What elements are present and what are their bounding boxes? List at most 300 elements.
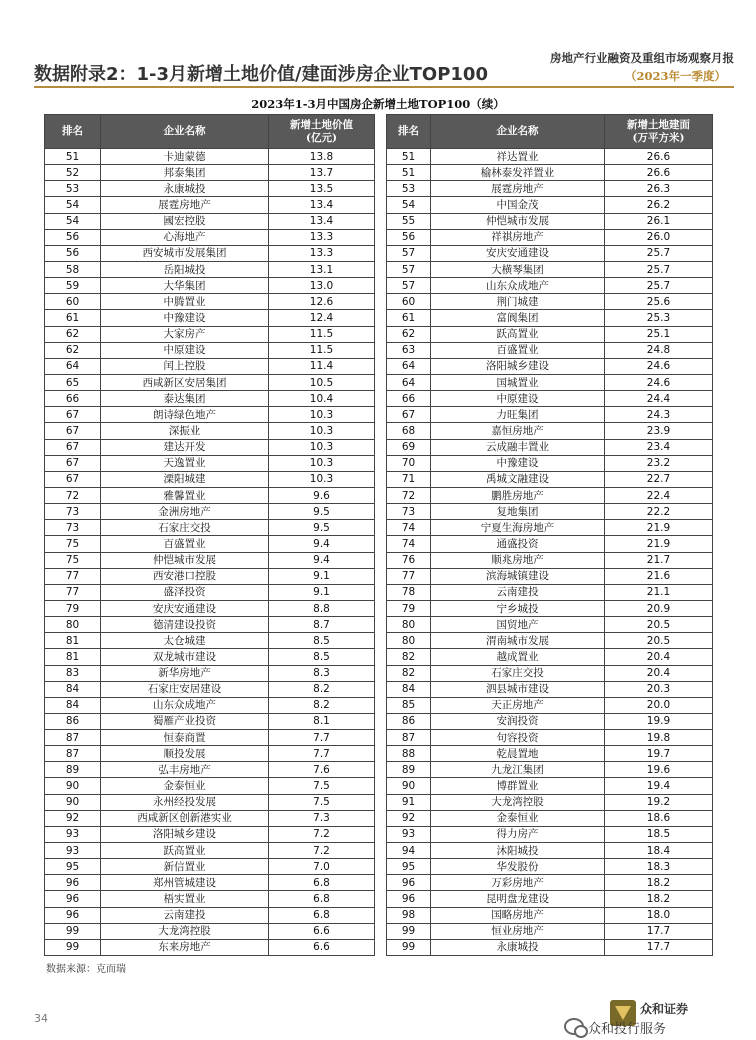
- table-row: [45, 536, 375, 552]
- table-row: [387, 826, 713, 842]
- table-row: [387, 391, 713, 407]
- table-row: [387, 649, 713, 665]
- rank-cell: 63: [387, 342, 431, 358]
- value-cell: 10.5: [269, 374, 375, 390]
- land-value-table-body: [45, 149, 375, 956]
- rank-cell: 64: [387, 358, 431, 374]
- table-row: [45, 730, 375, 746]
- rank-cell: 90: [387, 778, 431, 794]
- rank-cell: 94: [387, 843, 431, 859]
- rank-cell: 99: [387, 923, 431, 939]
- company-cell: 复地集团: [431, 504, 605, 520]
- company-cell: 弘丰房地产: [101, 762, 269, 778]
- value-cell: 26.6: [605, 149, 713, 165]
- table-row: [387, 600, 713, 616]
- value-cell: 26.1: [605, 213, 713, 229]
- rank-cell: 93: [387, 826, 431, 842]
- company-cell: 泗县城市建设: [431, 681, 605, 697]
- table-row: [387, 907, 713, 923]
- company-cell: 祥达置业: [431, 149, 605, 165]
- table-row: [387, 455, 713, 471]
- company-cell: 博群置业: [431, 778, 605, 794]
- value-cell: 8.7: [269, 617, 375, 633]
- table-row: [387, 939, 713, 955]
- company-cell: 顺兆房地产: [431, 552, 605, 568]
- table-row: [45, 439, 375, 455]
- company-cell: 西安城市发展集团: [101, 245, 269, 261]
- rank-cell: 55: [387, 213, 431, 229]
- rank-cell: 71: [387, 471, 431, 487]
- rank-cell: 51: [45, 149, 101, 165]
- page-title: 数据附录2：1-3月新增土地价值/建面涉房企业TOP100: [34, 64, 488, 85]
- table-row: [387, 439, 713, 455]
- rank-cell: 90: [45, 778, 101, 794]
- rank-cell: 84: [45, 697, 101, 713]
- value-cell: 8.5: [269, 633, 375, 649]
- rank-header: 排名: [387, 115, 431, 149]
- table-row: [387, 358, 713, 374]
- table-row: [45, 778, 375, 794]
- value-cell: 21.7: [605, 552, 713, 568]
- table-row: [387, 471, 713, 487]
- value-cell: 8.2: [269, 697, 375, 713]
- table-row: [45, 907, 375, 923]
- company-cell: 中腾置业: [101, 294, 269, 310]
- value-cell: 20.5: [605, 633, 713, 649]
- value-cell: 23.2: [605, 455, 713, 471]
- table-row: [45, 149, 375, 165]
- table-row: [387, 197, 713, 213]
- land-area-table: [386, 114, 713, 956]
- table-row: [45, 423, 375, 439]
- table-row: [387, 149, 713, 165]
- company-cell: 沐阳城投: [431, 843, 605, 859]
- table-row: [387, 697, 713, 713]
- value-cell: 11.4: [269, 358, 375, 374]
- value-cell: 6.8: [269, 907, 375, 923]
- rank-cell: 88: [387, 746, 431, 762]
- rank-cell: 74: [387, 520, 431, 536]
- rank-cell: 62: [45, 342, 101, 358]
- company-cell: 国贸地产: [431, 617, 605, 633]
- rank-cell: 90: [45, 794, 101, 810]
- rank-cell: 89: [45, 762, 101, 778]
- rank-cell: 64: [387, 374, 431, 390]
- table-row: [45, 826, 375, 842]
- company-cell: 岳阳城投: [101, 261, 269, 277]
- value-cell: 17.7: [605, 923, 713, 939]
- value-cell: 19.4: [605, 778, 713, 794]
- table-row: [45, 762, 375, 778]
- company-cell: 德清建设投资: [101, 617, 269, 633]
- company-cell: 新华房地产: [101, 665, 269, 681]
- table-row: [45, 374, 375, 390]
- table-row: [45, 891, 375, 907]
- value-cell: 7.0: [269, 859, 375, 875]
- value-cell: 10.3: [269, 407, 375, 423]
- company-cell: 榆林泰发祥置业: [431, 165, 605, 181]
- value-cell: 25.7: [605, 278, 713, 294]
- company-cell: 泰达集团: [101, 391, 269, 407]
- rank-cell: 67: [45, 455, 101, 471]
- company-cell: 滨海城镇建设: [431, 568, 605, 584]
- rank-cell: 72: [387, 487, 431, 503]
- company-cell: 大家房产: [101, 326, 269, 342]
- table-row: [45, 471, 375, 487]
- land-value-header: [269, 115, 375, 149]
- table-row: [45, 697, 375, 713]
- table-caption: 2023年1-3月中国房企新增土地TOP100（续）: [251, 97, 505, 111]
- company-cell: 新信置业: [101, 859, 269, 875]
- rank-cell: 86: [387, 713, 431, 729]
- table-row: [387, 730, 713, 746]
- company-cell: 西咸新区安居集团: [101, 374, 269, 390]
- value-cell: 9.5: [269, 504, 375, 520]
- value-cell: 8.8: [269, 600, 375, 616]
- rank-header: 排名: [45, 115, 101, 149]
- company-cell: 百盛置业: [431, 342, 605, 358]
- company-cell: 句容投资: [431, 730, 605, 746]
- table-row: [45, 310, 375, 326]
- value-cell: 13.8: [269, 149, 375, 165]
- value-cell: 13.5: [269, 181, 375, 197]
- company-cell: 越成置业: [431, 649, 605, 665]
- company-cell: 宁乡城投: [431, 600, 605, 616]
- rank-cell: 79: [387, 600, 431, 616]
- rank-cell: 98: [387, 907, 431, 923]
- value-cell: 18.4: [605, 843, 713, 859]
- value-cell: 24.6: [605, 358, 713, 374]
- company-cell: 大龙湾控股: [101, 923, 269, 939]
- company-cell: 安润投资: [431, 713, 605, 729]
- value-cell: 26.2: [605, 197, 713, 213]
- table-row: [387, 504, 713, 520]
- value-cell: 10.3: [269, 471, 375, 487]
- rank-cell: 53: [45, 181, 101, 197]
- value-cell: 10.4: [269, 391, 375, 407]
- company-cell: 祥祺房地产: [431, 229, 605, 245]
- report-name: 房地产行业融资及重组市场观察月报: [550, 51, 734, 65]
- rank-cell: 95: [387, 859, 431, 875]
- table-row: [387, 213, 713, 229]
- table-row: [45, 455, 375, 471]
- rank-cell: 93: [45, 826, 101, 842]
- rank-cell: 64: [45, 358, 101, 374]
- table-row: [387, 794, 713, 810]
- value-cell: 18.2: [605, 891, 713, 907]
- table-row: [387, 181, 713, 197]
- table-row: [387, 310, 713, 326]
- table-row: [387, 681, 713, 697]
- value-cell: 11.5: [269, 326, 375, 342]
- rank-cell: 80: [387, 633, 431, 649]
- rank-cell: 85: [387, 697, 431, 713]
- table-row: [45, 358, 375, 374]
- table-row: [45, 504, 375, 520]
- company-header: 企业名称: [101, 115, 269, 149]
- value-cell: 8.3: [269, 665, 375, 681]
- table-row: [45, 859, 375, 875]
- rank-cell: 73: [387, 504, 431, 520]
- value-cell: 12.4: [269, 310, 375, 326]
- table-row: [45, 665, 375, 681]
- company-cell: 乾晨置地: [431, 746, 605, 762]
- table-row: [45, 213, 375, 229]
- value-cell: 7.2: [269, 826, 375, 842]
- table-row: [45, 326, 375, 342]
- report-period: （2023年一季度）: [624, 69, 726, 83]
- value-cell: 7.7: [269, 746, 375, 762]
- table-row: [387, 617, 713, 633]
- rank-cell: 95: [45, 859, 101, 875]
- company-cell: 中豫建设: [101, 310, 269, 326]
- value-cell: 6.6: [269, 923, 375, 939]
- company-cell: 溧阳城建: [101, 471, 269, 487]
- rank-cell: 80: [45, 617, 101, 633]
- company-cell: 西咸新区创新港实业: [101, 810, 269, 826]
- rank-cell: 59: [45, 278, 101, 294]
- table-row: [387, 923, 713, 939]
- value-cell: 13.4: [269, 213, 375, 229]
- company-cell: 恒泰商置: [101, 730, 269, 746]
- company-cell: 安庆安通建设: [101, 600, 269, 616]
- value-cell: 10.3: [269, 423, 375, 439]
- value-cell: 7.3: [269, 810, 375, 826]
- company-cell: 大华集团: [101, 278, 269, 294]
- value-cell: 19.2: [605, 794, 713, 810]
- company-cell: 大横琴集团: [431, 261, 605, 277]
- company-cell: 力旺集团: [431, 407, 605, 423]
- value-cell: 10.3: [269, 439, 375, 455]
- rank-cell: 56: [45, 245, 101, 261]
- company-cell: 昆明盘龙建设: [431, 891, 605, 907]
- value-cell: 9.4: [269, 552, 375, 568]
- table-row: [387, 423, 713, 439]
- table-row: [45, 487, 375, 503]
- rank-cell: 62: [387, 326, 431, 342]
- rank-cell: 61: [45, 310, 101, 326]
- table-row: [387, 762, 713, 778]
- company-cell: 展霆房地产: [431, 181, 605, 197]
- rank-cell: 84: [45, 681, 101, 697]
- value-cell: 7.5: [269, 794, 375, 810]
- value-cell: 19.9: [605, 713, 713, 729]
- table-row: [45, 181, 375, 197]
- value-cell: 19.7: [605, 746, 713, 762]
- table-row: [45, 197, 375, 213]
- company-cell: 心海地产: [101, 229, 269, 245]
- rank-cell: 92: [45, 810, 101, 826]
- land-area-header-line2: (万平方米): [632, 131, 685, 144]
- value-cell: 13.1: [269, 261, 375, 277]
- rank-cell: 67: [387, 407, 431, 423]
- table-row: [387, 326, 713, 342]
- value-cell: 17.7: [605, 939, 713, 955]
- table-row: [45, 794, 375, 810]
- rank-cell: 73: [45, 504, 101, 520]
- rank-cell: 67: [45, 471, 101, 487]
- page-header: [0, 0, 756, 92]
- rank-cell: 54: [45, 213, 101, 229]
- company-cell: 永康城投: [431, 939, 605, 955]
- value-cell: 25.7: [605, 245, 713, 261]
- rank-cell: 69: [387, 439, 431, 455]
- source-note: 数据来源：克而瑞: [46, 964, 126, 975]
- value-cell: 13.7: [269, 165, 375, 181]
- company-cell: 东来房地产: [101, 939, 269, 955]
- rank-cell: 61: [387, 310, 431, 326]
- rank-cell: 81: [45, 633, 101, 649]
- company-cell: 雅馨置业: [101, 487, 269, 503]
- value-cell: 6.8: [269, 875, 375, 891]
- company-cell: 天正房地产: [431, 697, 605, 713]
- table-row: [45, 584, 375, 600]
- table-row: [387, 229, 713, 245]
- company-cell: 大龙湾控股: [431, 794, 605, 810]
- value-cell: 6.6: [269, 939, 375, 955]
- company-cell: 跃高置业: [101, 843, 269, 859]
- land-value-table: [44, 114, 375, 956]
- table-row: [45, 342, 375, 358]
- value-cell: 9.4: [269, 536, 375, 552]
- rank-cell: 67: [45, 439, 101, 455]
- value-cell: 20.5: [605, 617, 713, 633]
- value-cell: 18.0: [605, 907, 713, 923]
- company-cell: 百盛置业: [101, 536, 269, 552]
- value-cell: 20.0: [605, 697, 713, 713]
- table-row: [387, 584, 713, 600]
- value-cell: 8.1: [269, 713, 375, 729]
- value-cell: 7.2: [269, 843, 375, 859]
- value-cell: 9.5: [269, 520, 375, 536]
- company-cell: 恒业房地产: [431, 923, 605, 939]
- rank-cell: 67: [45, 407, 101, 423]
- company-cell: 建达开发: [101, 439, 269, 455]
- rank-cell: 57: [387, 261, 431, 277]
- rank-cell: 66: [45, 391, 101, 407]
- rank-cell: 66: [387, 391, 431, 407]
- company-cell: 中国金茂: [431, 197, 605, 213]
- rank-cell: 96: [45, 875, 101, 891]
- company-cell: 國宏控股: [101, 213, 269, 229]
- rank-cell: 68: [387, 423, 431, 439]
- value-cell: 18.6: [605, 810, 713, 826]
- table-header-row: [45, 115, 375, 149]
- table-row: [387, 891, 713, 907]
- company-cell: 永康城投: [101, 181, 269, 197]
- company-cell: 西安港口控股: [101, 568, 269, 584]
- rank-cell: 54: [387, 197, 431, 213]
- table-row: [387, 278, 713, 294]
- table-row: [45, 568, 375, 584]
- watermark: [560, 998, 742, 1038]
- table-row: [45, 681, 375, 697]
- value-cell: 22.2: [605, 504, 713, 520]
- land-area-table-body: [387, 149, 713, 956]
- company-cell: 闰上控股: [101, 358, 269, 374]
- rank-cell: 73: [45, 520, 101, 536]
- value-cell: 10.3: [269, 455, 375, 471]
- rank-cell: 75: [45, 536, 101, 552]
- rank-cell: 78: [387, 584, 431, 600]
- company-cell: 石家庄安居建设: [101, 681, 269, 697]
- rank-cell: 67: [45, 423, 101, 439]
- value-cell: 21.9: [605, 520, 713, 536]
- rank-cell: 81: [45, 649, 101, 665]
- rank-cell: 56: [387, 229, 431, 245]
- value-cell: 12.6: [269, 294, 375, 310]
- table-row: [387, 746, 713, 762]
- table-row: [45, 391, 375, 407]
- table-row: [387, 407, 713, 423]
- table-row: [45, 407, 375, 423]
- value-cell: 24.8: [605, 342, 713, 358]
- rank-cell: 77: [45, 568, 101, 584]
- rank-cell: 74: [387, 536, 431, 552]
- rank-cell: 51: [387, 165, 431, 181]
- value-cell: 9.1: [269, 584, 375, 600]
- rank-cell: 93: [45, 843, 101, 859]
- table-row: [387, 374, 713, 390]
- table-row: [387, 487, 713, 503]
- company-cell: 中豫建设: [431, 455, 605, 471]
- table-row: [45, 617, 375, 633]
- land-area-header: [605, 115, 713, 149]
- value-cell: 20.4: [605, 665, 713, 681]
- rank-cell: 87: [45, 730, 101, 746]
- company-cell: 顺投发展: [101, 746, 269, 762]
- company-cell: 得力房产: [431, 826, 605, 842]
- value-cell: 8.2: [269, 681, 375, 697]
- value-cell: 25.6: [605, 294, 713, 310]
- company-cell: 金泰恒业: [101, 778, 269, 794]
- company-cell: 通盛投资: [431, 536, 605, 552]
- table-row: [387, 520, 713, 536]
- rank-cell: 80: [387, 617, 431, 633]
- company-cell: 仲恺城市发展: [431, 213, 605, 229]
- rank-cell: 86: [45, 713, 101, 729]
- table-row: [45, 810, 375, 826]
- table-row: [45, 520, 375, 536]
- table-row: [387, 778, 713, 794]
- value-cell: 9.6: [269, 487, 375, 503]
- company-cell: 云成融丰置业: [431, 439, 605, 455]
- company-cell: 万彩房地产: [431, 875, 605, 891]
- table-row: [387, 342, 713, 358]
- company-cell: 双龙城市建设: [101, 649, 269, 665]
- company-cell: 富阆集团: [431, 310, 605, 326]
- rank-cell: 99: [45, 939, 101, 955]
- rank-cell: 72: [45, 487, 101, 503]
- rank-cell: 65: [45, 374, 101, 390]
- company-cell: 跃高置业: [431, 326, 605, 342]
- company-cell: 九龙江集团: [431, 762, 605, 778]
- rank-cell: 57: [387, 245, 431, 261]
- header-divider: [34, 86, 734, 88]
- rank-cell: 87: [387, 730, 431, 746]
- value-cell: 13.4: [269, 197, 375, 213]
- rank-cell: 82: [387, 665, 431, 681]
- table-row: [45, 552, 375, 568]
- table-row: [45, 746, 375, 762]
- table-row: [45, 165, 375, 181]
- company-cell: 石家庄交投: [101, 520, 269, 536]
- rank-cell: 96: [45, 891, 101, 907]
- value-cell: 26.6: [605, 165, 713, 181]
- rank-cell: 57: [387, 278, 431, 294]
- company-cell: 华发股份: [431, 859, 605, 875]
- table-row: [45, 939, 375, 955]
